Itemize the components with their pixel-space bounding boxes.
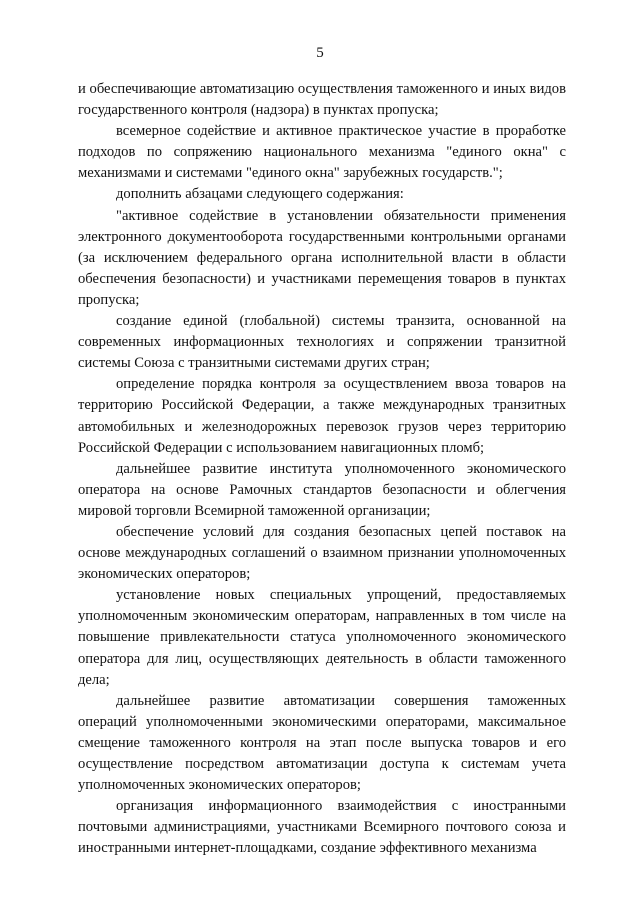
paragraph: установление новых специальных упрощений, предоставляемых уполномоченным экономическим операторам, направленных в том числе на повышение привлекательности статуса уполномоченного экономического оператора для лиц, осуществляющих деятельность в области таможенного дела; — [78, 587, 566, 688]
paragraph: и обеспечивающие автоматизацию осуществления таможенного и иных видов государственного контроля (надзора) в пунктах пропуска; — [78, 81, 566, 119]
paragraph: дальнейшее развитие автоматизации совершения таможенных операций уполномоченными экономическими операторами, максимальное смещение таможенного контроля на этап после выпуска товаров и его осуществление посредством автоматизации доступа к системам учета уполномоченных экономических операторов; — [78, 692, 566, 794]
document-body — [78, 79, 566, 859]
page-number: 5 — [316, 45, 324, 61]
paragraph: дополнить абзацами следующего содержания: — [116, 186, 404, 203]
paragraph: создание единой (глобальной) системы транзита, основанной на современных информационных технологиях и сопряжении транзитной системы Союза с транзитными системами других стран; — [78, 313, 566, 372]
paragraph: определение порядка контроля за осуществлением ввоза товаров на территорию Российской Федерации, а также международных транзитных автомобильных и железнодорожных перевозок грузов через территорию Российской Федерации с использованием навигационных пломб; — [78, 376, 566, 456]
paragraph: обеспечение условий для создания безопасных цепей поставок на основе международных соглашений о взаимном признании уполномоченных экономических операторов; — [78, 523, 566, 583]
paragraph: организация информационного взаимодействия с иностранными почтовыми администрациями, участниками Всемирного почтового союза и иностранными интернет-площадками, создание эффективного механизма — [78, 798, 566, 857]
paragraph: дальнейшее развитие института уполномоченного экономического оператора на основе Рамочных стандартов безопасности и облегчения мировой торговли Всемирной таможенной организации; — [78, 460, 566, 519]
paragraph: "активное содействие в установлении обязательности применения электронного документооборота государственными контрольными органами (за исключением федерального органа исполнительной власти в области обеспечения безопасности) и участниками перемещения товаров в пунктах пропуска; — [78, 207, 566, 308]
paragraph: всемерное содействие и активное практическое участие в проработке подходов по сопряжению национального механизма "единого окна" с механизмами и системами "единого окна" зарубежных государств."; — [78, 123, 566, 182]
